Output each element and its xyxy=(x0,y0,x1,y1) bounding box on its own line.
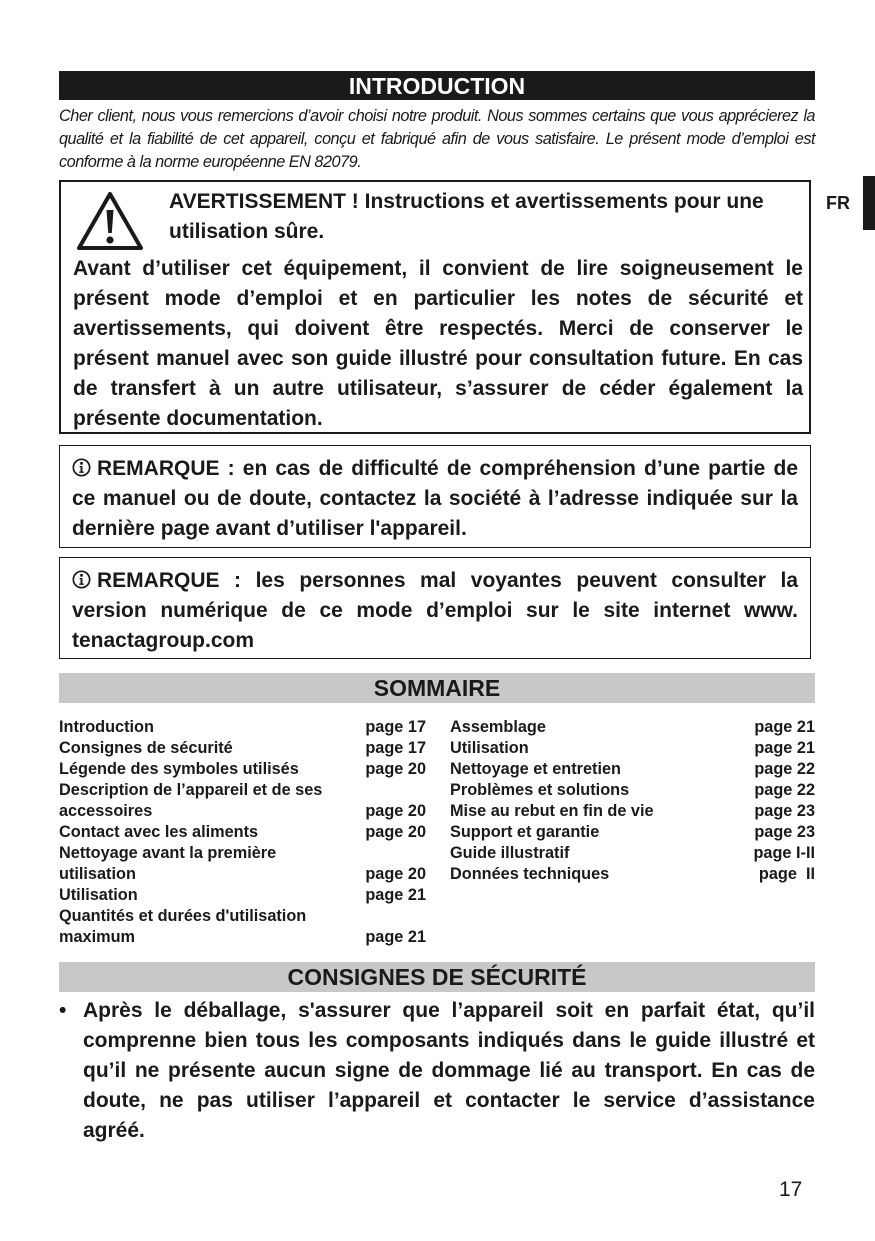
toc-label: Guide illustratif xyxy=(450,844,570,862)
note-box xyxy=(59,557,811,659)
toc-row xyxy=(59,780,426,801)
toc-label: accessoires xyxy=(59,802,153,820)
toc-row xyxy=(450,759,815,780)
note-text: REMARQUE : en cas de difficulté de compréhension d’une partie de ce manuel ou de doute, contactez la société à l’adresse indiquée sur la dernière page avant d’utiliser l'appareil. xyxy=(72,457,798,540)
toc-row xyxy=(59,864,426,885)
toc-row xyxy=(59,822,426,843)
toc-row xyxy=(450,822,815,843)
bullet-symbol: • xyxy=(59,999,67,1022)
toc-page: page 21 xyxy=(365,928,426,946)
toc-page: page 20 xyxy=(365,802,426,820)
note-text: REMARQUE : les personnes mal voyantes peuvent consulter la version numérique de ce mode d’emploi sur le site internet www. tenactagroup.com xyxy=(72,569,798,652)
toc-label: maximum xyxy=(59,928,136,946)
toc-row xyxy=(59,738,426,759)
safety-item-text: Après le déballage, s'assurer que l’appareil soit en parfait état, qu’il comprenne bien tous les composants indiqués dans le guide illustré et qu’il ne présente aucun signe de dommage lié au transport. En cas de doute, ne pas utiliser l’appareil et contacter le service d’assistance agréé. xyxy=(83,999,815,1142)
toc-row xyxy=(450,780,815,801)
toc-row xyxy=(59,801,426,822)
toc-row xyxy=(59,759,426,780)
introduction-text: Cher client, nous vous remercions d’avoir choisi notre produit. Nous sommes certains que vous apprécierez la qualité et la fiabilité de cet appareil, conçu et fabriqué afin de vous satisfaire. Le présent mode d’emploi est conforme à la norme européenne EN 82079. xyxy=(59,107,815,171)
toc-page: page 22 xyxy=(754,760,815,778)
toc-label: Nettoyage et entretien xyxy=(450,760,621,778)
toc-label: Nettoyage avant la première xyxy=(59,844,277,862)
toc-label: Introduction xyxy=(59,718,154,736)
toc-row xyxy=(450,717,815,738)
toc-label: Contact avec les aliments xyxy=(59,823,259,841)
toc-page: page 17 xyxy=(365,739,426,757)
toc-page: page I-II xyxy=(753,844,815,862)
summary-heading: SOMMAIRE xyxy=(59,673,815,703)
toc-page: page 20 xyxy=(365,823,426,841)
introduction-heading: INTRODUCTION xyxy=(59,71,815,100)
toc-label: Problèmes et solutions xyxy=(450,781,630,799)
toc-page: page 20 xyxy=(365,760,426,778)
toc-label: Utilisation xyxy=(59,886,138,904)
toc-page: page 20 xyxy=(365,865,426,883)
toc-label: Description de l’appareil et de ses xyxy=(59,781,323,799)
list-item xyxy=(59,996,815,1146)
toc-row xyxy=(59,717,426,738)
page-number: 17 xyxy=(779,1178,803,1201)
language-tab-label: FR xyxy=(826,193,850,213)
toc-row xyxy=(450,843,815,864)
warning-triangle-icon xyxy=(75,190,145,252)
toc-row xyxy=(59,906,426,927)
toc-label: Mise au rebut en fin de vie xyxy=(450,802,654,820)
toc-page: page 23 xyxy=(754,802,815,820)
safety-heading: CONSIGNES DE SÉCURITÉ xyxy=(59,962,815,992)
toc-label: Consignes de sécurité xyxy=(59,739,233,757)
toc-row xyxy=(450,738,815,759)
toc-page: page 17 xyxy=(365,718,426,736)
toc-label: utilisation xyxy=(59,865,136,883)
toc-label: Assemblage xyxy=(450,718,546,736)
toc-page: page II xyxy=(758,865,815,883)
note-box xyxy=(59,445,811,548)
warning-box xyxy=(59,180,811,434)
summary-left-column xyxy=(59,717,426,948)
toc-label: Utilisation xyxy=(450,739,529,757)
toc-label: Support et garantie xyxy=(450,823,600,841)
toc-row xyxy=(450,864,815,885)
toc-label: Données techniques xyxy=(450,865,610,883)
toc-row xyxy=(59,927,426,948)
toc-page: page 21 xyxy=(754,739,815,757)
toc-row xyxy=(450,801,815,822)
toc-row xyxy=(59,843,426,864)
toc-row xyxy=(59,885,426,906)
safety-list xyxy=(59,996,815,1146)
toc-page: page 22 xyxy=(754,781,815,799)
summary-right-column xyxy=(450,717,815,885)
toc-page: page 23 xyxy=(754,823,815,841)
language-tab-marker xyxy=(863,176,875,230)
toc-page: page 21 xyxy=(754,718,815,736)
info-icon xyxy=(72,458,91,477)
toc-label: Légende des symboles utilisés xyxy=(59,760,299,778)
toc-page: page 21 xyxy=(365,886,426,904)
toc-label: Quantités et durées d'utilisation xyxy=(59,907,307,925)
warning-text: Avant d’utiliser cet équipement, il convient de lire soigneusement le présent mode d’emploi et en particulier les notes de sécurité et avertissements, qui doivent être respectés. Merci de conserver le présent manuel avec son guide illustré pour consultation future. En cas de transfert à un autre utilisateur, s’assurer de céder également la présente documentation. xyxy=(73,257,803,430)
info-icon xyxy=(72,570,91,589)
warning-title: AVERTISSEMENT ! Instructions et avertissements pour une utilisation sûre. xyxy=(169,190,764,243)
